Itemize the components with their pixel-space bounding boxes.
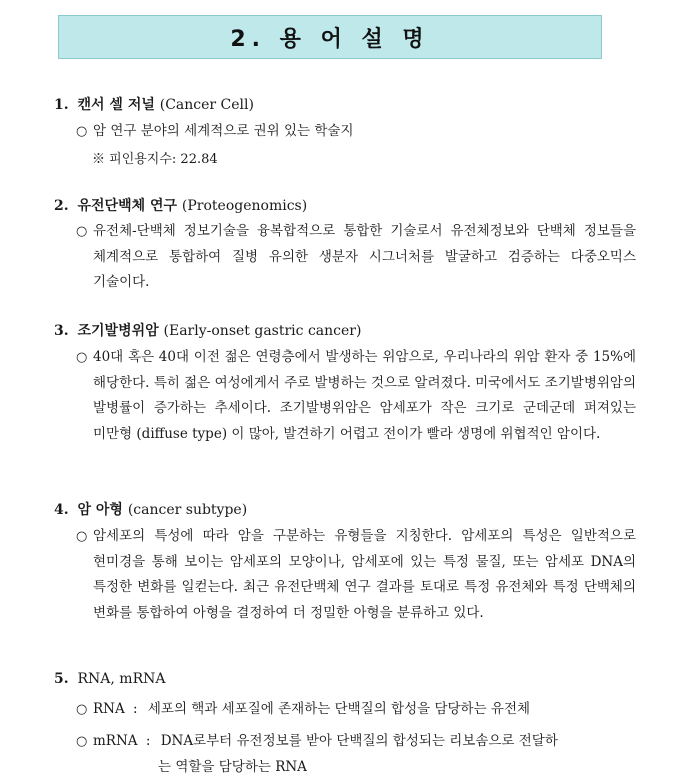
- mrna-definition-line1: DNA로부터 유전정보를 받아 단백질의 합성되는 리보솜으로 전달하: [160, 733, 558, 749]
- mrna-term: mRNA: [93, 733, 138, 749]
- rna-definition: 세포의 핵과 세포질에 존재하는 단백질의 합성을 담당하는 유전체: [147, 701, 531, 717]
- bullet-icon: ○: [76, 529, 88, 544]
- bullet-icon: ○: [76, 734, 88, 749]
- section-3-heading: [54, 320, 361, 340]
- bullet-icon: ○: [76, 124, 88, 139]
- section-number: 3.: [54, 323, 69, 339]
- rna-term: RNA: [93, 701, 125, 717]
- page-title: 2. 용 어 설 명: [230, 26, 430, 52]
- separator: :: [133, 701, 138, 717]
- section-5-rna-item: [76, 697, 636, 723]
- bullet-icon: ○: [76, 702, 88, 717]
- mrna-definition-line2: 는 역할을 담당하는 RNA: [158, 758, 307, 775]
- item-text: 유전체-단백체 정보기술을 융복합적으로 통합한 기술로서 유전체정보와 단백체 정보들을 체계적으로 통합하여 질병 유의한 생분자 시그너처를 발굴하고 검증하는 다중오믹스 기술이다.: [93, 223, 636, 290]
- section-title-ko: 암 아형: [77, 502, 123, 518]
- section-2-heading: [54, 195, 307, 215]
- item-text: 40대 혹은 40대 이전 젊은 연령층에서 발생하는 위암으로, 우리나라의 위암 환자 중 15%에 해당한다. 특히 젊은 여성에게서 주로 발병하는 것으로 알려졌다. 미국에서도 조기발병위암의 발병률이 증가하는 추세이다. 조기발병위암은 암세포가 작은 크기로 군데군데 퍼져있는 미만형 (diffuse type) 이 많아, 발견하기 어렵고 전이가 빨라 생명에 위협적인 암이다.: [93, 349, 636, 442]
- section-4-heading: [54, 499, 247, 519]
- section-title-ko: 조기발병위암: [77, 323, 159, 339]
- section-1-item: [76, 119, 636, 145]
- separator: :: [145, 733, 151, 749]
- section-title-en: (cancer subtype): [127, 502, 248, 518]
- section-title-en: (Cancer Cell): [159, 97, 254, 113]
- section-title-ko: 유전단백체 연구: [77, 198, 178, 214]
- section-2-item: [76, 219, 636, 296]
- section-number: 4.: [54, 502, 69, 518]
- section-4-item: [76, 524, 636, 626]
- item-text: 암 연구 분야의 세계적으로 권위 있는 학술지: [93, 123, 354, 139]
- impact-factor-note: ※ 피인용지수: 22.84: [92, 152, 218, 167]
- section-number: 1.: [54, 97, 69, 113]
- section-1-heading: [54, 94, 254, 114]
- section-number: 5.: [54, 671, 69, 687]
- section-title-en: (Early-onset gastric cancer): [163, 323, 362, 339]
- section-title-en: (Proteogenomics): [181, 198, 308, 214]
- section-title-ko: 캔서 셀 저널: [77, 97, 155, 113]
- section-5-heading: [54, 671, 165, 687]
- section-title-en: RNA, mRNA: [77, 671, 166, 687]
- title-banner: [58, 15, 602, 59]
- bullet-icon: ○: [76, 350, 88, 365]
- item-text: 암세포의 특성에 따라 암을 구분하는 유형들을 지칭한다. 암세포의 특성은 일반적으로 현미경을 통해 보이는 암세포의 모양이나, 암세포에 있는 특정 물질, 또는 암세포 DNA의 특정한 변화를 일컫는다. 최근 유전단백체 연구 결과를 토대로 특정 유전체와 특정 단백체의 변화를 통합하여 아형을 결정하여 더 정밀한 아형을 분류하고 있다.: [93, 528, 636, 621]
- section-3-item: [76, 345, 636, 447]
- section-number: 2.: [54, 198, 69, 214]
- bullet-icon: ○: [76, 224, 88, 239]
- section-5-mrna-item: [76, 729, 636, 780]
